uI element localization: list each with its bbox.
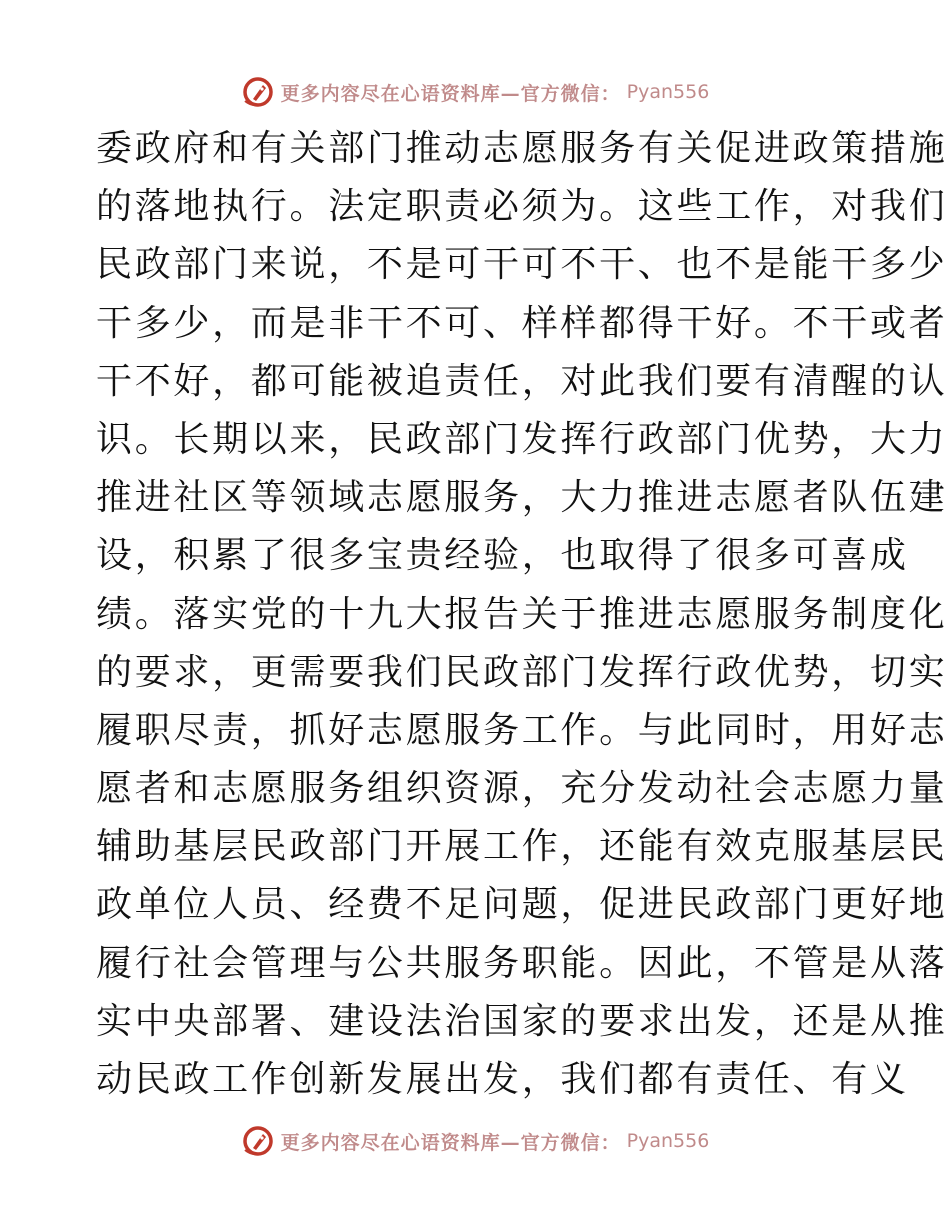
header-banner [0, 72, 950, 112]
pen-nib-circle-icon [241, 75, 275, 109]
text-line: 委政府和有关部门推动志愿服务有关促进政策措施 [96, 128, 948, 169]
text-line: 识。长期以来，民政部门发挥行政部门优势，大力 [96, 418, 948, 460]
pen-nib-circle-icon [241, 1124, 275, 1158]
text-line: 民政部门来说，不是可干可不干、也不是能干多少 [96, 244, 948, 286]
footer-banner [0, 1121, 950, 1161]
header-banner-text: 更多内容尽在心语资料库—官方微信： [280, 82, 621, 105]
text-line: 履行社会管理与公共服务职能。因此，不管是从落 [96, 942, 948, 984]
text-line: 履职尽责，抓好志愿服务工作。与此同时，用好志 [96, 709, 948, 751]
text-line: 设，积累了很多宝贵经验，也取得了很多可喜成 [96, 535, 909, 577]
text-line: 辅助基层民政部门开展工作，还能有效克服基层民 [96, 826, 948, 868]
text-line: 干不好，都可能被追责任，对此我们要有清醒的认 [96, 360, 948, 402]
text-line: 绩。落实党的十九大报告关于推进志愿服务制度化 [96, 593, 948, 635]
text-line: 实中央部署、建设法治国家的要求出发，还是从推 [96, 1000, 948, 1042]
text-line: 政单位人员、经费不足问题，促进民政部门更好地 [96, 884, 948, 926]
text-line: 愿者和志愿服务组织资源，充分发动社会志愿力量 [96, 768, 948, 810]
footer-wechat-id: Pyan556 [626, 1130, 710, 1152]
text-line: 的要求，更需要我们民政部门发挥行政优势，切实 [96, 651, 948, 693]
text-line: 动民政工作创新发展出发，我们都有责任、有义 [96, 1059, 909, 1100]
text-line: 推进社区等领域志愿服务，大力推进志愿者队伍建 [96, 477, 948, 519]
text-line: 的落地执行。法定职责必须为。这些工作，对我们 [96, 186, 948, 228]
header-wechat-id: Pyan556 [626, 81, 710, 103]
footer-banner-text: 更多内容尽在心语资料库—官方微信： [280, 1131, 621, 1154]
text-line: 干多少，而是非干不可、样样都得干好。不干或者 [96, 302, 948, 344]
document-body [96, 120, 948, 1109]
